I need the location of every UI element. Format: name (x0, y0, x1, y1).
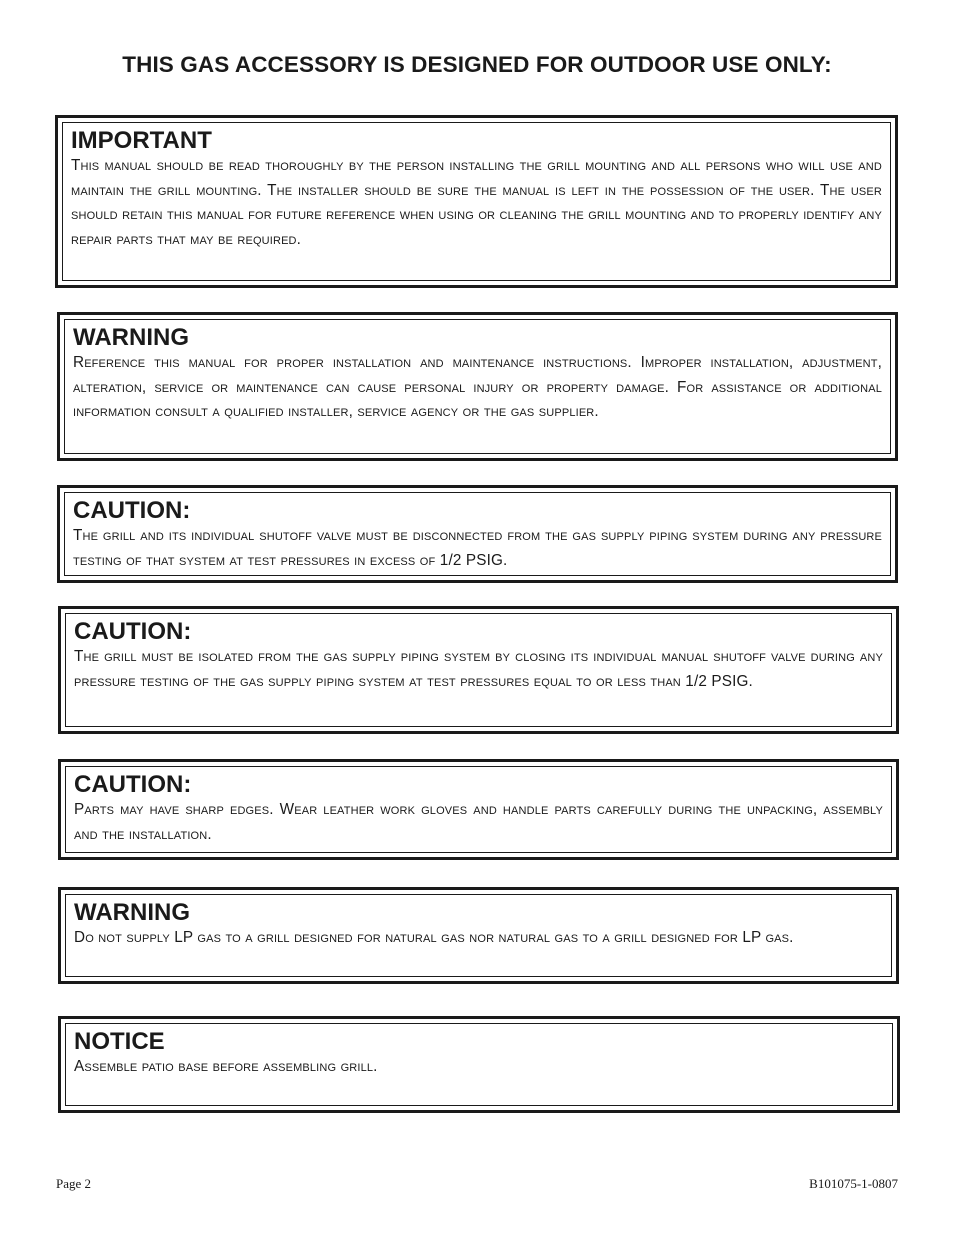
page-heading: THIS GAS ACCESSORY IS DESIGNED FOR OUTDOOR USE ONLY: (122, 52, 832, 77)
notice-inner-frame (62, 122, 891, 281)
notice-body: Reference this manual for proper installation and maintenance instructions. Improper installation, adjustment, alteration, service or maintenance can cause personal injury or property damage. For assistance or additional information consult a qualified installer, service agency or the gas supplier. (73, 354, 882, 420)
notice-inner-frame (65, 1023, 893, 1106)
caution-disconnect-box (57, 485, 898, 583)
notice-body: Parts may have sharp edges. Wear leather work gloves and handle parts carefully during the unpacking, assembly and the installation. (74, 801, 883, 843)
notice-body: The grill must be isolated from the gas supply piping system by closing its individual manual shutoff valve during any pressure testing of the gas supply piping system at test pressures equal to or less than 1/2 PSIG. (74, 648, 883, 690)
notice-title: CAUTION: (74, 618, 192, 645)
document-code: B101075-1-0807 (809, 1176, 898, 1191)
notice-title: WARNING (73, 324, 189, 351)
notice-inner-frame (65, 613, 892, 727)
notice-body: The grill and its individual shutoff valve must be disconnected from the gas supply piping system during any pressure testing of that system at test pressures in excess of 1/2 PSIG. (73, 527, 882, 569)
notice-assembly-box (58, 1016, 900, 1113)
notice-title: WARNING (74, 899, 190, 926)
notice-body: Do not supply LP gas to a grill designed for natural gas nor natural gas to a grill designed for LP gas. (74, 929, 794, 946)
caution-sharp-edges-box (58, 759, 899, 860)
caution-isolate-box (58, 606, 899, 734)
page-number: Page 2 (56, 1176, 92, 1191)
notice-inner-frame (65, 766, 892, 853)
notice-inner-frame (64, 319, 891, 454)
notice-title: CAUTION: (74, 771, 192, 798)
notice-body: Assemble patio base before assembling grill. (74, 1058, 378, 1075)
notice-inner-frame (65, 894, 892, 977)
notice-title: NOTICE (74, 1028, 165, 1055)
notice-title: IMPORTANT (71, 127, 212, 154)
notice-inner-frame (64, 492, 891, 576)
warning-installation-box (57, 312, 898, 461)
warning-gas-type-box (58, 887, 899, 984)
notice-body: This manual should be read thoroughly by the person installing the grill mounting and all persons who will use and maintain the grill mounting. The installer should be sure the manual is left in the possession of the user. The user should retain this manual for future reference when using or cleaning the grill mounting and to properly identify any repair parts that may be required. (71, 157, 882, 248)
important-notice-box (55, 115, 898, 288)
notice-title: CAUTION: (73, 497, 191, 524)
